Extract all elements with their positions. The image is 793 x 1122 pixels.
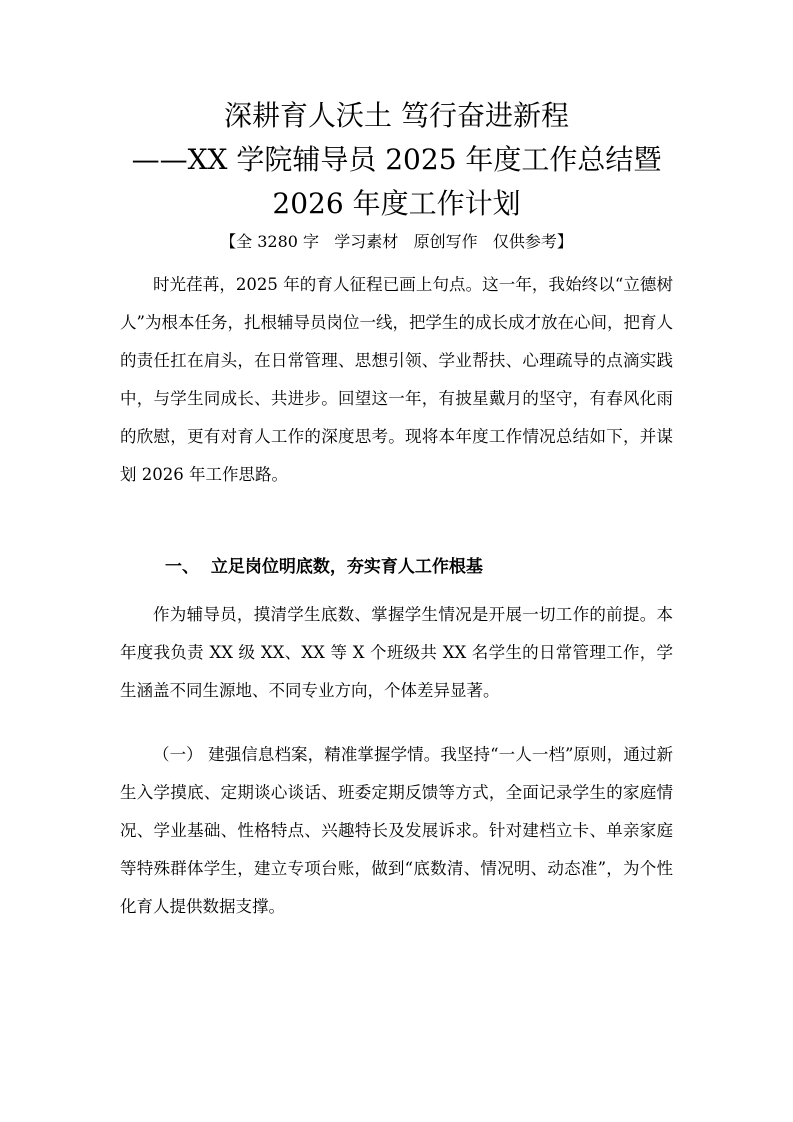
- subsection-1-label: （一） 建强信息档案，精准掌握学情。: [153, 745, 441, 764]
- document-title: 深耕育人沃土 笃行奋进新程: [224, 99, 569, 132]
- subsection-1-body: 我坚持“一人一档”原则，通过新生入学摸底、定期谈心谈话、班委定期反馈等方式，全面记录学生的家庭情况、学业基础、性格特点、兴趣特长及发展诉求。针对建档立卡、单亲家庭等特殊群体学生，建立专项台账，做到“底数清、情况明、动态准”，为个性化育人提供数据支撑。: [120, 745, 674, 916]
- section-heading-1: 一、 立足岗位明底数，夯实育人工作根基: [165, 557, 483, 577]
- intro-paragraph: 时光荏苒，2025 年的育人征程已画上句点。这一年，我始终以“立德树人”为根本任务，扎根辅导员岗位一线，把学生的成长成才放在心间，把育人的责任扛在肩头，在日常管理、思想引领、学业帮扶、心理疏导的点滴实践中，与学生同成长、共进步。回望这一年，有披星戴月的坚守，有春风化雨的欣慰，更有对育人工作的深度思考。现将本年度工作情况总结如下，并谋划 2026 年工作思路。: [120, 275, 673, 484]
- subsection-1-paragraph: [120, 736, 673, 926]
- section-1-paragraph: 作为辅导员，摸清学生底数、掌握学生情况是开展一切工作的前提。本年度我负责 XX 级 XX、XX 等 X 个班级共 XX 名学生的日常管理工作，学生涵盖不同生源地、不同专业方向，个体差异显著。: [120, 605, 673, 700]
- document-meta-note: 【全 3280 字 学习素材 原创写作 仅供参考】: [220, 232, 573, 251]
- document-title-line-3: 2026 年度工作计划: [272, 187, 521, 220]
- document-title-line-2: ——XX 学院辅导员 2025 年度工作总结暨: [131, 143, 662, 176]
